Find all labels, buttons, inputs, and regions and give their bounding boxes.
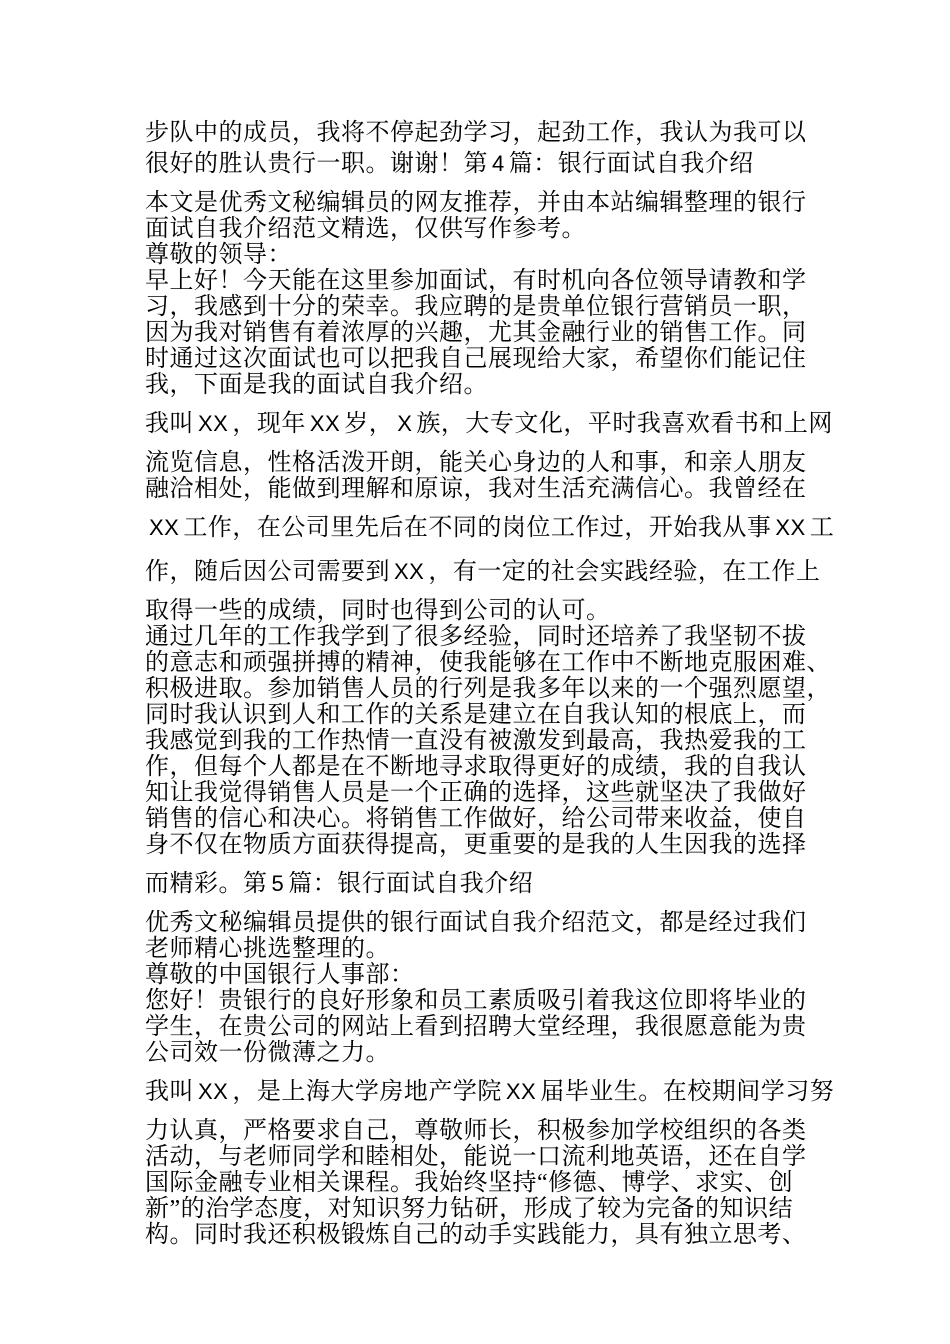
paragraph bbox=[145, 598, 832, 858]
paragraph bbox=[145, 910, 832, 1066]
text-line: 知让我觉得销售人员是一个正确的选择，这些就坚决了我做好 bbox=[145, 780, 807, 806]
text-line: 尊敬的领导： bbox=[145, 242, 292, 268]
paragraph bbox=[145, 406, 832, 442]
latin-placeholder-text: XX bbox=[309, 411, 341, 436]
latin-placeholder-text: XX bbox=[149, 515, 180, 540]
text-line: 销售的信心和决心。将销售工作做好，给公司带来收益，使自 bbox=[145, 806, 807, 832]
text-line: 国际金融专业相关课程。我始终坚持“修德、博学、求实、创 bbox=[145, 1170, 794, 1196]
text-line: 很好的胜认贵行一职。谢谢！第 4 篇：银行面试自我介绍 bbox=[145, 151, 754, 177]
text-line: 身不仅在物质方面获得提高，更重要的是我的人生因我的选择 bbox=[145, 832, 807, 858]
text-line: 您好！贵银行的良好形象和员工素质吸引着我这位即将毕业的 bbox=[145, 988, 807, 1014]
text-line: 尊敬的中国银行人事部： bbox=[145, 962, 415, 988]
text-line: 公司效一份微薄之力。 bbox=[145, 1040, 390, 1066]
text-line: 因为我对销售有着浓厚的兴趣，尤其金融行业的销售工作。同 bbox=[145, 320, 807, 346]
text-line: 老师精心挑选整理的。 bbox=[145, 936, 390, 962]
text-line: 的意志和顽强拼搏的精神，使我能够在工作中不断地克服困难、 bbox=[145, 650, 831, 676]
paragraph bbox=[145, 190, 832, 398]
text-line: 流览信息，性格活泼开朗，能关心身边的人和事，和亲人朋友 bbox=[145, 450, 807, 476]
text-line: 学生，在贵公司的网站上看到招聘大堂经理，我很愿意能为贵 bbox=[145, 1014, 807, 1040]
paragraph bbox=[145, 510, 835, 546]
text-line: 而精彩。第 5 篇：银行面试自我介绍 bbox=[145, 871, 534, 897]
latin-placeholder-text: XX bbox=[198, 1079, 229, 1104]
paragraph bbox=[145, 1074, 835, 1110]
text-line: 融洽相处，能做到理解和原谅，我对生活充满信心。我曾经在 bbox=[145, 476, 807, 502]
text-line: 早上好！今天能在这里参加面试，有时机向各位领导请教和学 bbox=[145, 268, 807, 294]
text-line: 我叫 XX ，是上海大学房地产学院 XX 届毕业生。在校期间学习努 bbox=[145, 1079, 835, 1105]
latin-placeholder-text: X bbox=[397, 411, 413, 436]
text-line: 面试自我介绍范文精选，仅供写作参考。 bbox=[145, 216, 586, 242]
paragraph bbox=[145, 1118, 832, 1248]
latin-placeholder-text: XX bbox=[198, 411, 229, 436]
text-line: 同时我认识到人和工作的关系是建立在自我认知的根底上，而 bbox=[145, 702, 807, 728]
document-text bbox=[145, 120, 835, 1248]
paragraph bbox=[145, 450, 832, 502]
text-line: 我叫 XX ，现年 XX 岁， X 族，大专文化，平时我喜欢看书和上网 bbox=[145, 411, 833, 437]
text-line: 取得一些的成绩，同时也得到公司的认可。 bbox=[145, 598, 611, 624]
latin-placeholder-text: 5 bbox=[271, 871, 285, 896]
text-line: 通过几年的工作我学到了很多经验，同时还培养了我坚韧不拔 bbox=[145, 624, 807, 650]
text-line: 我，下面是我的面试自我介绍。 bbox=[145, 372, 488, 398]
text-line: 本文是优秀文秘编辑员的网友推荐，并由本站编辑整理的银行 bbox=[145, 190, 807, 216]
paragraph bbox=[145, 866, 832, 902]
text-line: 习，我感到十分的荣幸。我应聘的是贵单位银行营销员一职， bbox=[145, 294, 807, 320]
text-line: 作，但每个人都是在不断地寻求取得更好的成绩，我的自我认 bbox=[145, 754, 807, 780]
text-line: 构。同时我还积极锻炼自己的动手实践能力，具有独立思考、 bbox=[145, 1222, 807, 1248]
paragraph bbox=[145, 554, 832, 590]
text-line: 优秀文秘编辑员提供的银行面试自我介绍范文，都是经过我们 bbox=[145, 910, 807, 936]
text-line: XX 工作，在公司里先后在不同的岗位工作过，开始我从事 XX 工 bbox=[149, 515, 835, 541]
text-line: 新”的治学态度，对知识努力钻研，形成了较为完备的知识结 bbox=[145, 1196, 794, 1222]
latin-placeholder-text: XX bbox=[394, 559, 425, 584]
text-line: 步队中的成员，我将不停起劲学习，起劲工作，我认为我可以 bbox=[145, 120, 807, 146]
latin-placeholder-text: XX bbox=[505, 1079, 537, 1104]
text-line: 积极进取。参加销售人员的行列是我多年以来的一个强烈愿望， bbox=[145, 676, 831, 702]
paragraph bbox=[145, 120, 832, 182]
text-line: 我感觉到我的工作热情一直没有被激发到最高，我热爱我的工 bbox=[145, 728, 807, 754]
latin-placeholder-text: 4 bbox=[492, 151, 505, 176]
text-line: 力认真，严格要求自己，尊敬师长，积极参加学校组织的各类 bbox=[145, 1118, 807, 1144]
latin-placeholder-text: XX bbox=[775, 515, 806, 540]
text-line: 活动，与老师同学和睦相处，能说一口流利地英语，还在自学 bbox=[145, 1144, 807, 1170]
text-line: 作，随后因公司需要到 XX ，有一定的社会实践经验，在工作上 bbox=[145, 559, 821, 585]
text-line: 时通过这次面试也可以把我自己展现给大家，希望你们能记住 bbox=[145, 346, 807, 372]
